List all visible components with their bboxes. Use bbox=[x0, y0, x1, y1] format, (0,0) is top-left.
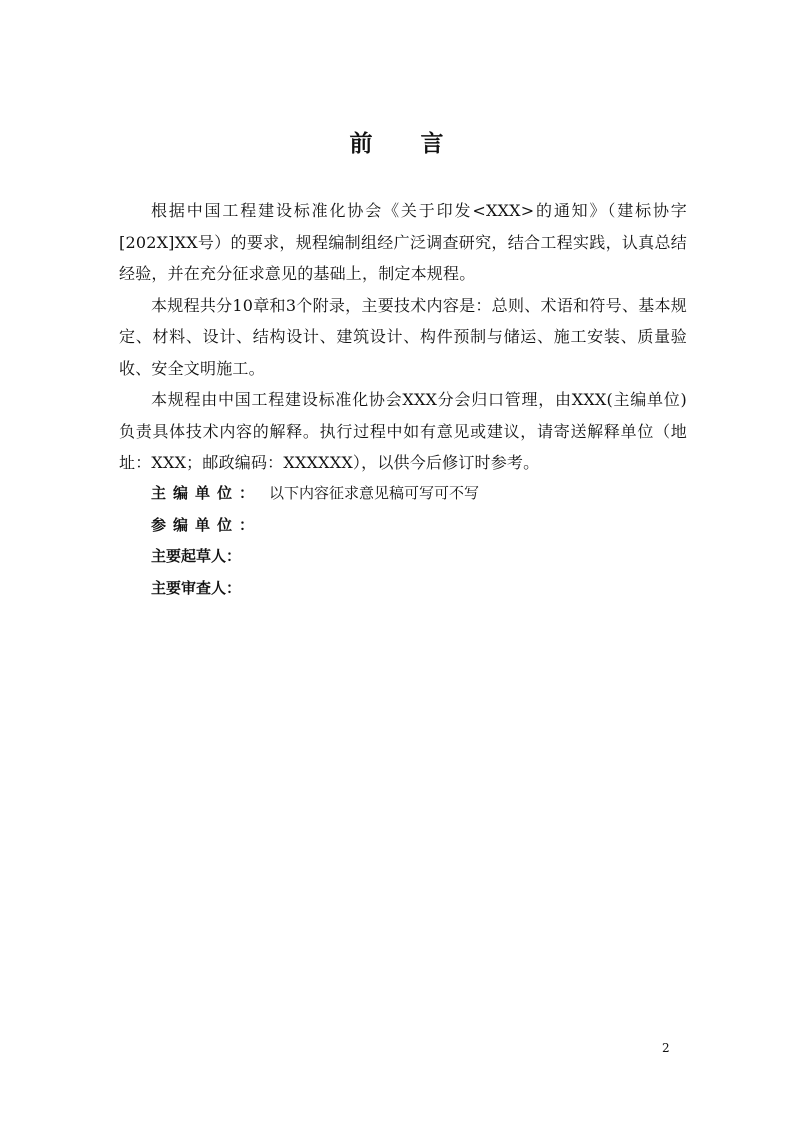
page-title bbox=[0, 128, 793, 160]
page-number: 2 bbox=[662, 1041, 670, 1055]
title-char-2: 言 bbox=[420, 131, 444, 157]
title-char-1: 前 bbox=[349, 131, 373, 157]
main-drafters-row bbox=[151, 541, 691, 573]
main-drafters-label: 主要起草人： bbox=[151, 547, 242, 565]
main-reviewers-row bbox=[151, 573, 691, 605]
participating-unit-label: 参编单位： bbox=[151, 515, 262, 534]
chief-unit-row bbox=[151, 478, 691, 510]
paragraph-1: 根据中国工程建设标准化协会《关于印发<XXX>的通知》（建标协字[202X]XX号）的要求，规程编制组经广泛调查研究，结合工程实践，认真总结经验，并在充分征求意见的基础上，制定本规程。 bbox=[119, 201, 687, 283]
main-reviewers-label: 主要审查人： bbox=[151, 578, 242, 597]
chief-unit-value: 以下内容征求意见稿可写可不写 bbox=[269, 484, 480, 502]
chief-unit-label: 主编单位： bbox=[151, 484, 262, 502]
paragraph-3: 本规程由中国工程建设标准化协会XXX分会归口管理，由XXX(主编单位)负责具体技术内容的解释。执行过程中如有意见或建议，请寄送解释单位（地址：XXX；邮政编码：XXXXXX），以供今后修订时参考。 bbox=[119, 390, 687, 472]
participating-unit-row bbox=[151, 510, 691, 542]
paragraph-2: 本规程共分10章和3个附录，主要技术内容是：总则、术语和符号、基本规定、材料、设计、结构设计、建筑设计、构件预制与储运、施工安装、质量验收、安全文明施工。 bbox=[119, 295, 687, 378]
contributors-block bbox=[151, 478, 691, 604]
preface-body bbox=[119, 195, 687, 479]
